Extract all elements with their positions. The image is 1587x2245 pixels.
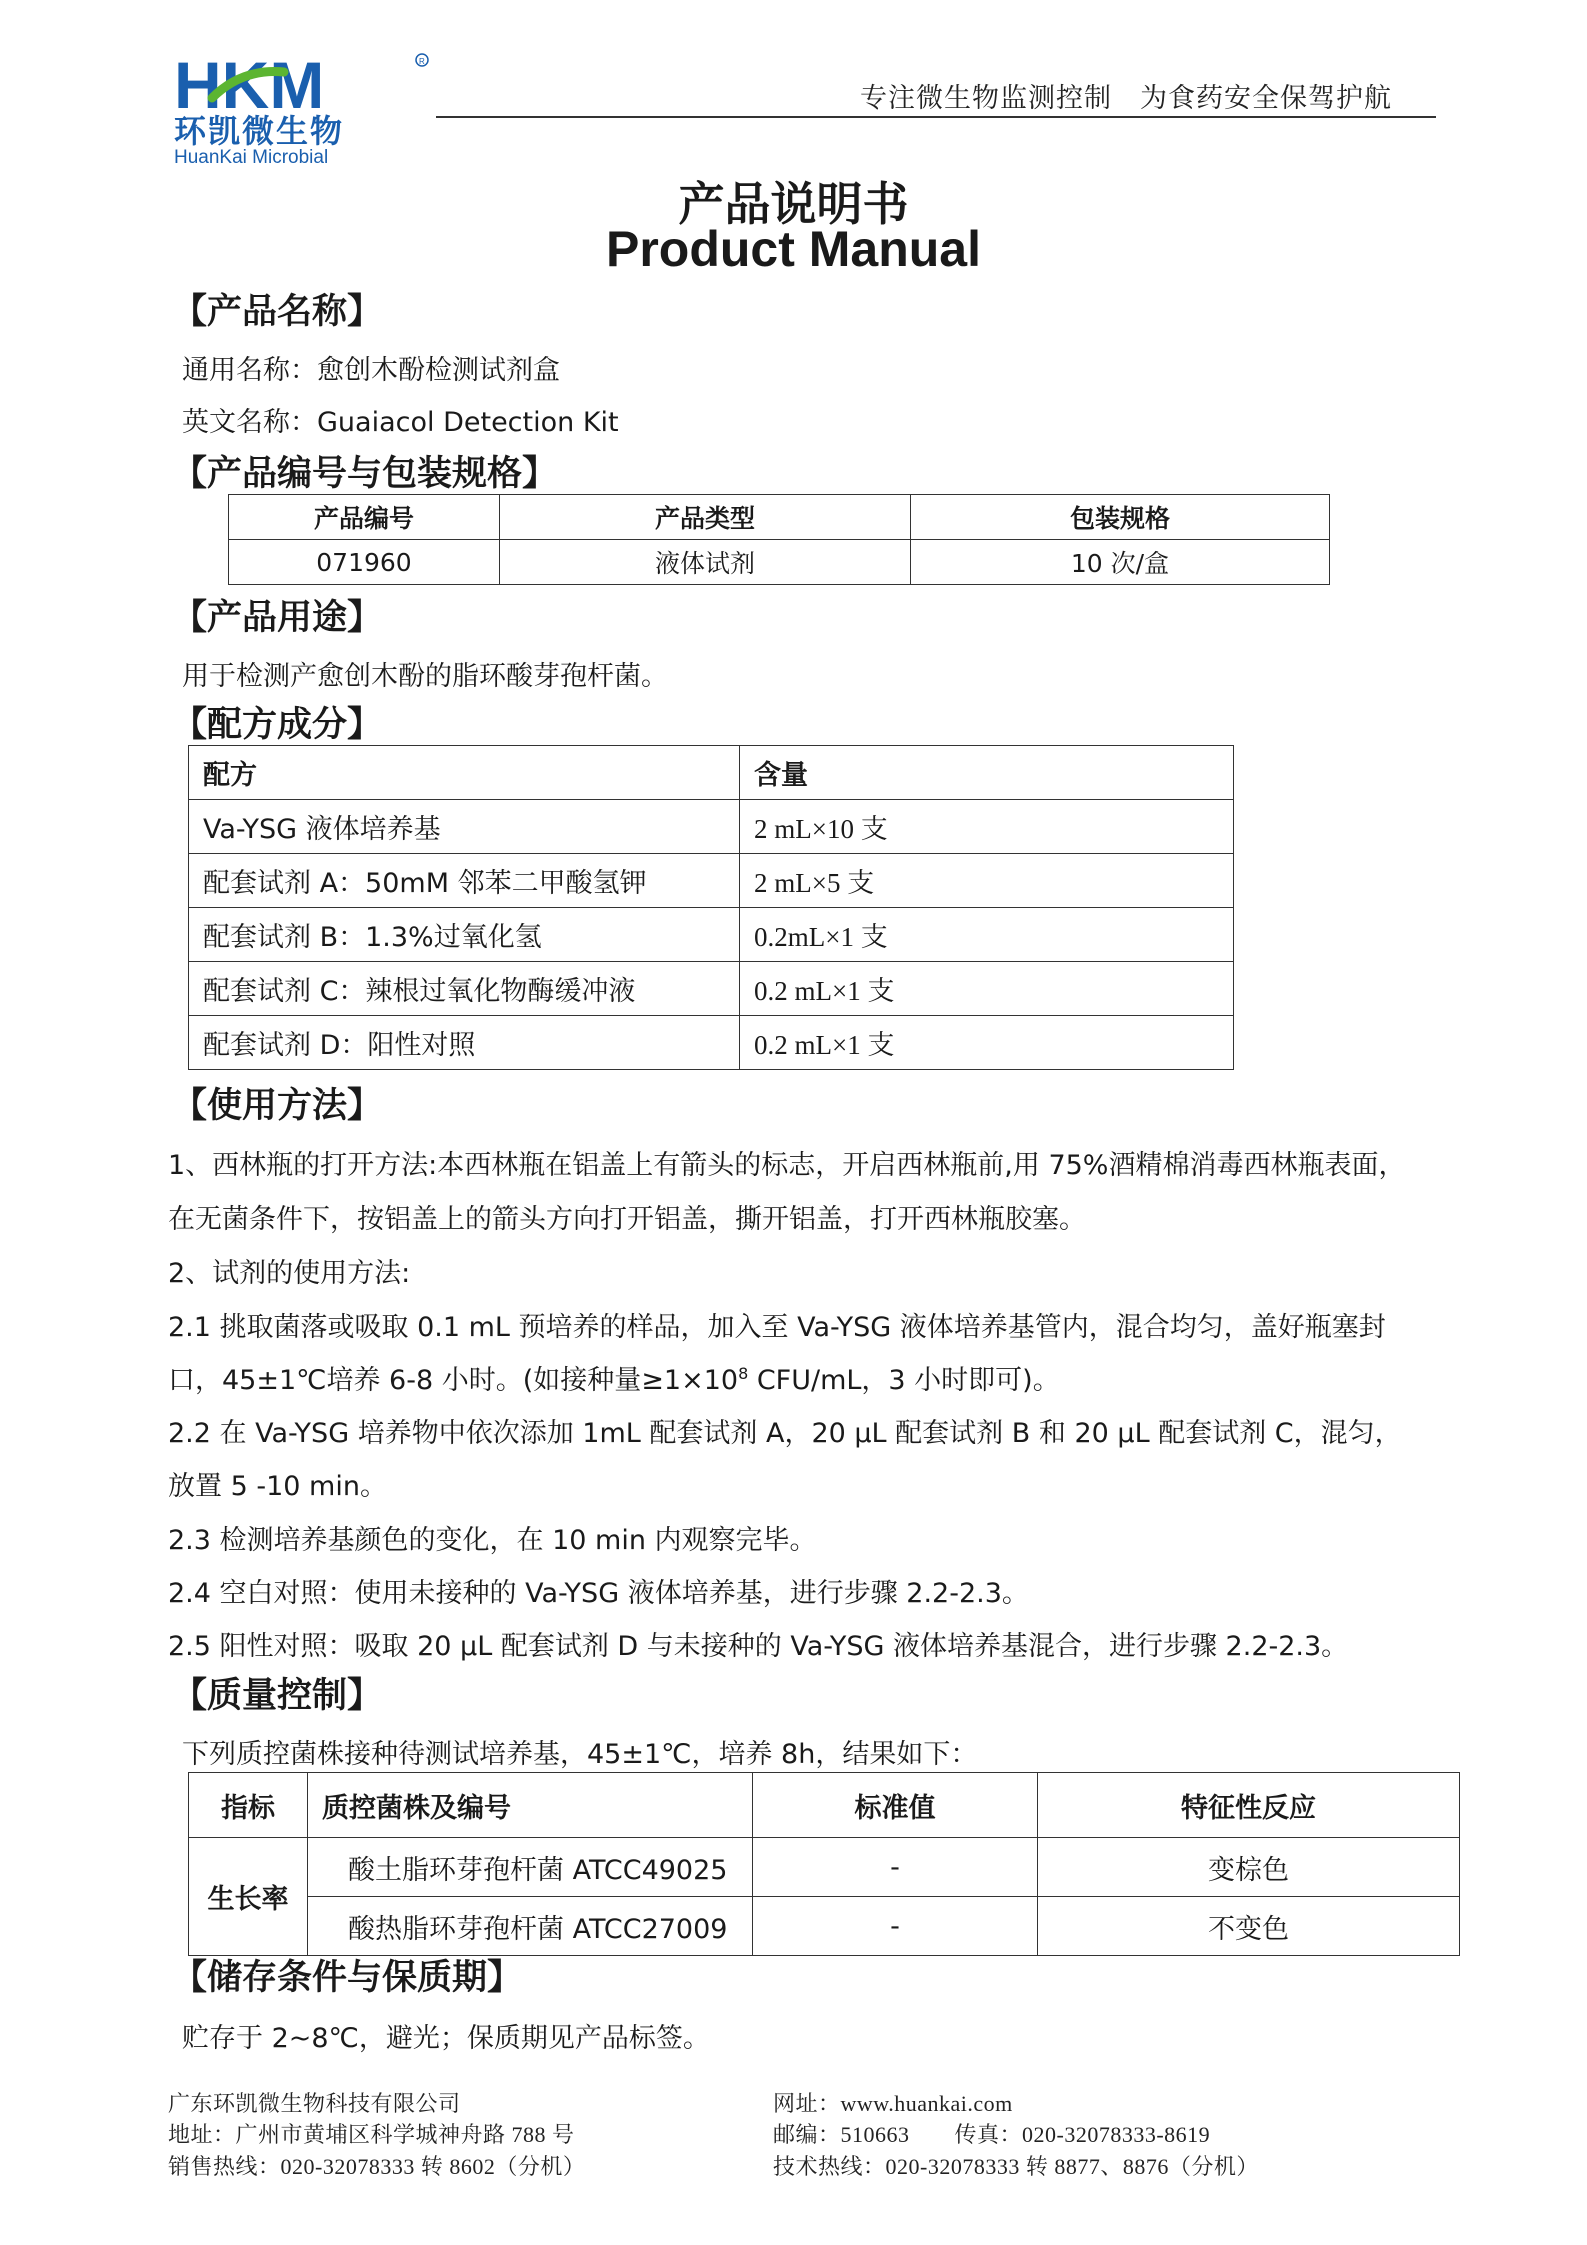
method-line: 放置 5 -10 min。 [168,1471,387,1502]
table-cell: 不变色 [1038,1897,1460,1956]
footer-company: 广东环凯微生物科技有限公司 [168,2091,461,2116]
method-line: 2.5 阳性对照：吸取 20 μL 配套试剂 D 与未接种的 Va-YSG 液体培养基混合，进行步骤 2.2-2.3。 [168,1631,1349,1662]
logo-english: HuanKai Microbial [174,147,329,168]
table-cell: 液体试剂 [500,540,911,585]
header-cell: 产品编号 [229,495,500,540]
english-name: 英文名称：Guaiacol Detection Kit [182,407,619,438]
table-cell: 配套试剂 A：50mM 邻苯二甲酸氢钾 [189,854,740,908]
table-cell: 酸热脂环芽孢杆菌 ATCC27009 [308,1897,753,1956]
section-heading-usage: 【产品用途】 [172,598,383,638]
method-line [168,1358,1060,1397]
footer-postal-fax: 邮编：510663 传真：020-32078333-8619 [773,2122,1211,2147]
hkm-logo-icon [172,50,432,170]
method-line: 2.1 挑取菌落或吸取 0.1 mL 预培养的样品，加入至 Va-YSG 液体培养基管内，混合均匀，盖好瓶塞封 [168,1312,1386,1343]
header-cell: 标准值 [753,1773,1038,1838]
section-heading-method: 【使用方法】 [172,1086,383,1126]
section-heading-storage: 【储存条件与保质期】 [172,1958,523,1998]
table-cell: Va-YSG 液体培养基 [189,800,740,854]
footer-tech-hotline: 技术热线：020-32078333 转 8877、8876（分机） [773,2154,1259,2179]
method-line: 2、试剂的使用方法: [168,1258,411,1289]
section-heading-code: 【产品编号与包装规格】 [172,454,558,494]
table-row [189,1016,1234,1070]
method-text: 口，45±1℃培养 6-8 小时。(如接种量≥1×10 [168,1365,739,1396]
table-row [189,908,1234,962]
method-line: 2.4 空白对照：使用未接种的 Va-YSG 液体培养基，进行步骤 2.2-2.3。 [168,1578,1029,1609]
table-row [189,854,1234,908]
table-header-row [189,1773,1460,1838]
company-logo [172,50,432,170]
method-text: CFU/mL，3 小时即可)。 [748,1365,1060,1396]
table-cell: 2 mL×5 支 [740,854,1234,908]
table-cell: 0.2 mL×1 支 [740,1016,1234,1070]
table-row [189,1897,1460,1956]
header-cell: 特征性反应 [1038,1773,1460,1838]
table-cell: 配套试剂 B：1.3%过氧化氢 [189,908,740,962]
table-cell: 酸土脂环芽孢杆菌 ATCC49025 [308,1838,753,1897]
table-cell: 配套试剂 C：辣根过氧化物酶缓冲液 [189,962,740,1016]
table-cell: 2 mL×10 支 [740,800,1234,854]
title-english: Product Manual [605,221,982,277]
table-row [189,1838,1460,1897]
table-cell: 0.2 mL×1 支 [740,962,1234,1016]
superscript: 8 [738,1364,749,1383]
qc-intro: 下列质控菌株接种待测试培养基，45±1℃，培养 8h，结果如下： [182,1739,978,1770]
table-cell: 变棕色 [1038,1838,1460,1897]
usage-text: 用于检测产愈创木酚的脂环酸芽孢杆菌。 [182,661,668,692]
table-cell: 配套试剂 D：阳性对照 [189,1016,740,1070]
table-header-row [229,495,1330,540]
footer-sales-hotline: 销售热线：020-32078333 转 8602（分机） [168,2154,586,2179]
table-cell: 10 次/盒 [911,540,1330,585]
section-heading-formula: 【配方成分】 [172,705,383,745]
method-line: 1、西林瓶的打开方法:本西林瓶在铝盖上有箭头的标志，开启西林瓶前,用 75%酒精棉消毒西林瓶表面， [168,1150,1406,1181]
table-row [229,540,1330,585]
table-cell: 071960 [229,540,500,585]
svg-text:R: R [419,57,425,66]
header-cell: 配方 [189,746,740,800]
table-cell: - [753,1838,1038,1897]
group-cell: 生长率 [189,1838,308,1956]
generic-name: 通用名称：愈创木酚检测试剂盒 [182,355,560,386]
header-tagline: 专注微生物监测控制 为食药安全保驾护航 [860,83,1392,114]
table-row [189,962,1234,1016]
section-heading-qc: 【质量控制】 [172,1676,383,1716]
header-cell: 包装规格 [911,495,1330,540]
table-cell: - [753,1897,1038,1956]
footer-address: 地址：广州市黄埔区科学城神舟路 788 号 [168,2122,575,2147]
table-row [189,800,1234,854]
section-heading-name: 【产品名称】 [172,292,383,332]
logo-letters: HKM [174,50,325,122]
footer-website: 网址：www.huankai.com [773,2091,1013,2116]
header-cell: 指标 [189,1773,308,1838]
title-chinese: 产品说明书 [678,177,909,231]
header-cell: 含量 [740,746,1234,800]
logo-chinese: 环凯微生物 [174,112,345,150]
header-cell: 质控菌株及编号 [308,1773,753,1838]
header-divider [436,116,1436,118]
product-code-table [228,494,1330,585]
table-cell: 0.2mL×1 支 [740,908,1234,962]
method-line: 2.3 检测培养基颜色的变化，在 10 min 内观察完毕。 [168,1525,817,1556]
table-header-row [189,746,1234,800]
method-line: 2.2 在 Va-YSG 培养物中依次添加 1mL 配套试剂 A，20 μL 配套试剂 B 和 20 μL 配套试剂 C，混匀， [168,1418,1402,1449]
method-line: 在无菌条件下，按铝盖上的箭头方向打开铝盖，撕开铝盖，打开西林瓶胶塞。 [168,1204,1086,1235]
qc-table [188,1772,1460,1956]
header-cell: 产品类型 [500,495,911,540]
storage-text: 贮存于 2~8℃，避光；保质期见产品标签。 [182,2023,710,2054]
formula-table [188,745,1234,1070]
